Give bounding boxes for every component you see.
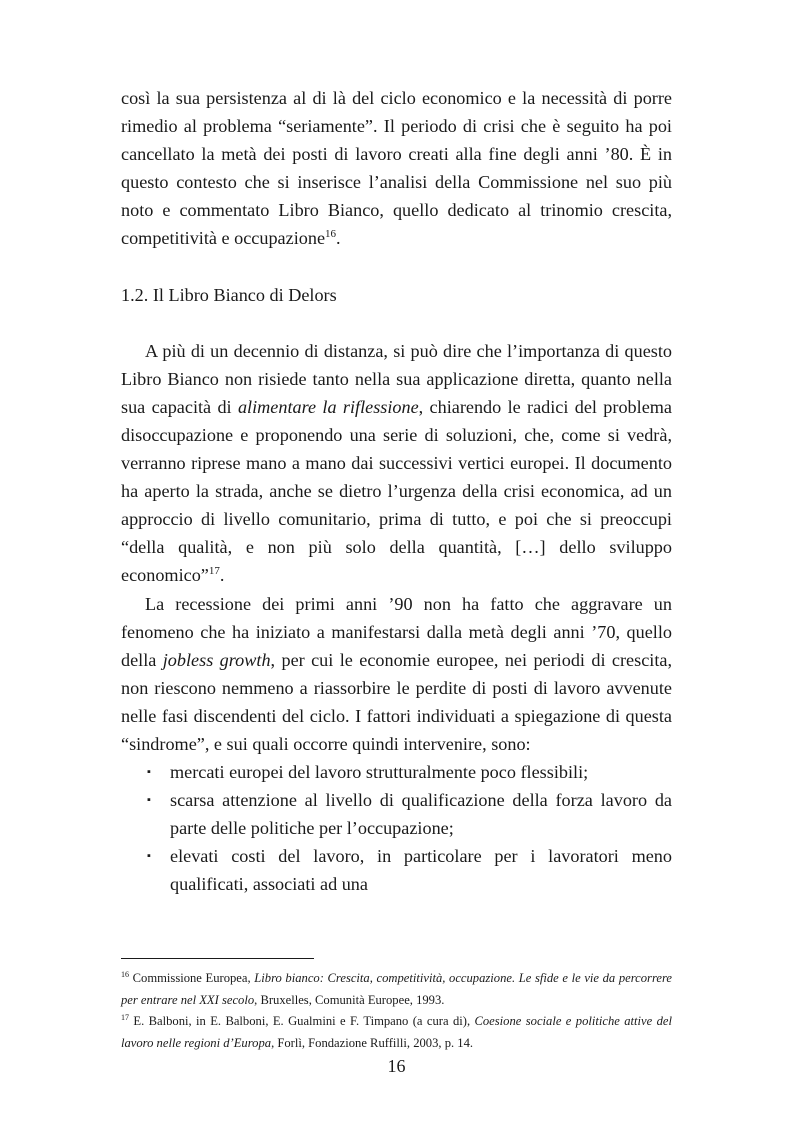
list-item: ▪ scarsa attenzione al livello di qualificazione della forza lavoro da parte delle politiche per l’occupazione; bbox=[121, 786, 672, 842]
square-bullet-icon: ▪ bbox=[147, 850, 151, 863]
emphasis-text: jobless growth bbox=[162, 649, 271, 670]
square-bullet-icon: ▪ bbox=[147, 766, 151, 779]
body-text bbox=[121, 84, 672, 899]
list-item: ▪ mercati europei del lavoro strutturalmente poco flessibili; bbox=[121, 758, 672, 786]
footnotes bbox=[121, 968, 672, 1054]
footnote-16: $^{16}$ Commissione Europea, Libro bianco: Crescita, competitività, occupazione. Le sfide e le vie da percorrere per entrare nel XXI secolo, Bruxelles, Comunità Europee, 1993. bbox=[121, 970, 673, 1007]
footnote-ref-16[interactable]: 16 bbox=[325, 228, 337, 241]
footnote-divider bbox=[121, 958, 314, 959]
paragraph-white-paper: A più di un decennio di distanza, si può dire che l’importanza di questo Libro Bianco non risiede tanto nella sua applicazione diretta, quanto nella sua capacità di alimentare la riflessione, chiarendo le radici del problema disoccupazione e proponendo una serie di soluzioni, che, come si vedrà, verranno riprese mano a mano dai successivi vertici europei. Il documento ha aperto la strada, anche se dietro l’urgenza della crisi economica, ad un approccio di livello comunitario, prima di tutto, e poi che si preoccupi “della qualità, e non più solo della quantità, […] dello sviluppo economico”$^{17}$. bbox=[121, 340, 672, 586]
paragraph-recession: La recessione dei primi anni ’90 non ha fatto che aggravare un fenomeno che ha iniziato a manifestarsi dalla metà degli anni ’70, quello della jobless growth, per cui le economie europee, nei periodi di crescita, non riescono nemmeno a riassorbire le perdite di posti di lavoro avvenute nelle fasi discendenti del ciclo. I fattori individuati a spiegazione di questa “sindrome”, e sui quali occorre quindi intervenire, sono: bbox=[121, 593, 672, 754]
footnote-ref-17[interactable]: 17 bbox=[208, 565, 220, 578]
list-item: ▪ elevati costi del lavoro, in particolare per i lavoratori meno qualificati, associati ad una bbox=[121, 842, 672, 898]
footnote-17: $^{17}$ E. Balboni, in E. Balboni, E. Gualmini e F. Timpano (a cura di), Coesione sociale e politiche attive del lavoro nelle regioni d’Europa, Forlì, Fondazione Ruffilli, 2003, p. 14. bbox=[121, 1013, 672, 1050]
square-bullet-icon: ▪ bbox=[147, 794, 151, 807]
factors-list bbox=[121, 758, 672, 898]
paragraph-intro: così la sua persistenza al di là del ciclo economico e la necessità di porre rimedio al problema “seriamente”. Il periodo di crisi che è seguito ha poi cancellato la metà dei posti di lavoro creati alla fine degli anni ’80. È in questo contesto che si inserisce l’analisi della Commissione nel suo più noto e commentato Libro Bianco, quello dedicato al trinomio crescita, competitività e occupazione$^{16}$. bbox=[121, 88, 672, 249]
emphasis-text: alimentare la riflessione bbox=[237, 396, 419, 417]
page-number: 16 bbox=[387, 1056, 406, 1076]
section-heading: 1.2. Il Libro Bianco di Delors bbox=[121, 284, 337, 305]
